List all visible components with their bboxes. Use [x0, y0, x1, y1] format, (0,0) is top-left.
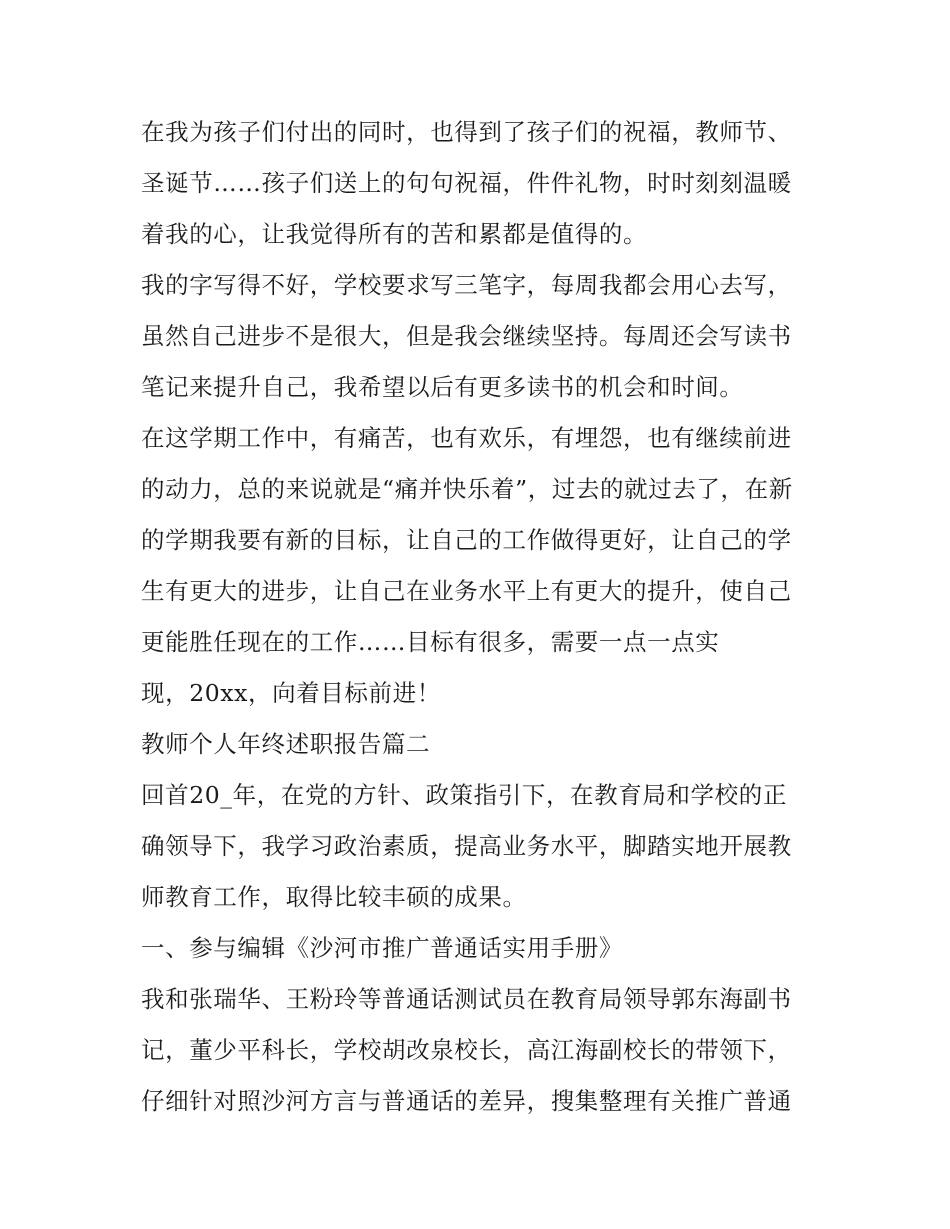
text-line-1: 在我为孩子们付出的同时，也得到了孩子们的祝福，教师节、	[141, 118, 792, 146]
text-line-9: 的学期我要有新的目标，让自己的工作做得更好，让自己的学	[141, 526, 792, 554]
text-line-15: 确领导下，我学习政治素质，提高业务水平，脚踏实地开展教	[141, 832, 792, 860]
text-line-5: 虽然自己进步不是很大，但是我会继续坚持。每周还会写读书	[141, 322, 792, 350]
text-line-20: 仔细针对照沙河方言与普通话的差异，搜集整理有关推广普通	[141, 1087, 792, 1115]
text-line-14: 回首20_年，在党的方针、政策指引下，在教育局和学校的正	[141, 781, 787, 809]
subsection-heading: 一、参与编辑《沙河市推广普通话实用手册》	[141, 934, 623, 962]
document-body	[141, 107, 821, 1127]
text-line-12: 现，20xx，向着目标前进！	[141, 679, 441, 707]
text-line-19: 记，董少平科长，学校胡改泉校长，高江海副校长的带领下，	[141, 1036, 792, 1064]
text-line-7: 在这学期工作中，有痛苦，也有欢乐，有埋怨，也有继续前进	[141, 424, 792, 452]
text-line-10: 生有更大的进步，让自己在业务水平上有更大的提升，使自己	[141, 577, 792, 605]
text-line-16: 师教育工作，取得比较丰硕的成果。	[141, 883, 527, 911]
text-line-6: 笔记来提升自己，我希望以后有更多读书的机会和时间。	[141, 373, 744, 401]
text-line-3: 着我的心，让我觉得所有的苦和累都是值得的。	[141, 220, 648, 248]
text-line-11: 更能胜任现在的工作……目标有很多，需要一点一点实	[141, 628, 720, 656]
text-line-4: 我的字写得不好，学校要求写三笔字，每周我都会用心去写，	[141, 271, 792, 299]
text-line-8: 的动力，总的来说就是“痛并快乐着”，过去的就过去了，在新	[141, 475, 793, 503]
section-heading: 教师个人年终述职报告篇二	[141, 730, 431, 758]
text-line-2: 圣诞节……孩子们送上的句句祝福，件件礼物，时时刻刻温暖	[141, 169, 792, 197]
text-line-18: 我和张瑞华、王粉玲等普通话测试员在教育局领导郭东海副书	[141, 985, 792, 1013]
